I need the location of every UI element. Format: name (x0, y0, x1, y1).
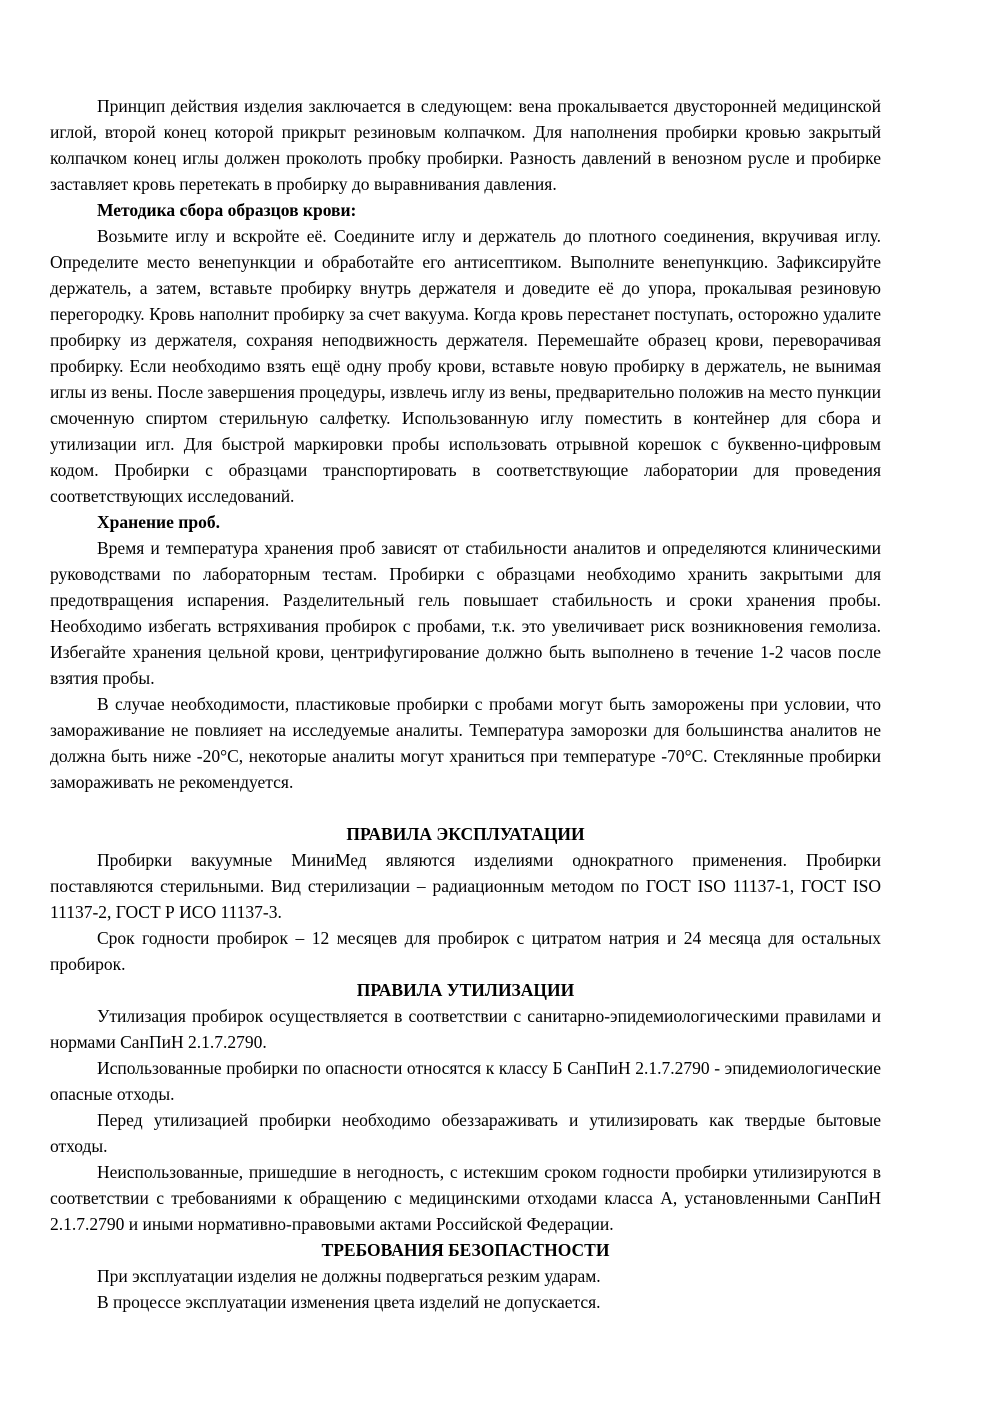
paragraph-single-use-sterilization: Пробирки вакуумные МиниМед являются изделиями однократного применения. Пробирки поставляются стерильными. Вид стерилизации – радиационным методом по ГОСТ ISO 11137-1, ГОСТ ISO 11137-2, ГОСТ Р ИСО 11137-3. (50, 850, 881, 922)
paragraph-hazard-class: Использованные пробирки по опасности относятся к классу Б СанПиН 2.1.7.2790 - эпидемиологические опасные отходы. (50, 1058, 881, 1104)
heading-safety-requirements: ТРЕБОВАНИЯ БЕЗОПАСТНОСТИ (321, 1240, 610, 1260)
paragraph-disposal-sanpin: Утилизация пробирок осуществляется в соответствии с санитарно-эпидемиологическими правилами и нормами СанПиН 2.1.7.2790. (50, 1006, 881, 1052)
paragraph-shelf-life: Срок годности пробирок – 12 месяцев для пробирок с цитратом натрия и 24 месяца для остальных пробирок. (50, 928, 881, 974)
paragraph-unused-disposal: Неиспользованные, пришедшие в негодность, с истекшим сроком годности пробирки утилизируются в соответствии с требованиями к обращению с медицинскими отходами класса А, установленными СанПиН 2.1.7.2790 и иными нормативно-правовыми актами Российской Федерации. (50, 1162, 881, 1234)
paragraph-impact-warning: При эксплуатации изделия не должны подвергаться резким ударам. (97, 1266, 601, 1286)
paragraph-freezing-conditions: В случае необходимости, пластиковые пробирки с пробами могут быть заморожены при условии, что замораживание не повлияет на исследуемые аналиты. Температура заморозки для большинства аналитов не должна быть ниже -20°С, некоторые аналиты могут храниться при температуре -70°С. Стеклянные пробирки замораживать не рекомендуется. (50, 694, 881, 792)
paragraph-operating-principle: Принцип действия изделия заключается в следующем: вена прокалывается двусторонней медицинской иглой, второй конец которой прикрыт резиновым колпачком. Для наполнения пробирки кровью закрытый колпачком конец иглы должен проколоть пробку пробирки. Разность давлений в венозном русле и пробирке заставляет кровь перетекать в пробирку до выравнивания давления. (50, 96, 881, 194)
heading-disposal-rules: ПРАВИЛА УТИЛИЗАЦИИ (356, 980, 575, 1000)
heading-operation-rules: ПРАВИЛА ЭКСПЛУАТАЦИИ (346, 824, 585, 844)
paragraph-disinfection: Перед утилизацией пробирки необходимо обеззараживать и утилизировать как твердые бытовые отходы. (50, 1110, 881, 1156)
heading-sample-storage: Хранение проб. (97, 512, 220, 532)
paragraph-storage-conditions: Время и температура хранения проб зависят от стабильности аналитов и определяются клиническими руководствами по лабораторным тестам. Пробирки с образцами необходимо хранить закрытыми для предотвращения испарения. Разделительный гель повышает стабильность и сроки хранения пробы. Необходимо избегать встряхивания пробирок с пробами, т.к. это увеличивает риск возникновения гемолиза. Избегайте хранения цельной крови, центрифугирование должно быть выполнено в течение 1-2 часов после взятия пробы. (50, 538, 881, 688)
paragraph-color-change: В процессе эксплуатации изменения цвета изделий не допускается. (97, 1292, 601, 1312)
heading-sampling-method: Методика сбора образцов крови: (97, 200, 357, 220)
paragraph-sampling-procedure: Возьмите иглу и вскройте её. Соедините иглу и держатель до плотного соединения, вкручивая иглу. Определите место венепункции и обработайте его антисептиком. Выполните венепункцию. Зафиксируйте держатель, а затем, вставьте пробирку внутрь держателя и доведите её до упора, прокалывая резиновую перегородку. Кровь наполнит пробирку за счет вакуума. Когда кровь перестанет поступать, осторожно удалите пробирку из держателя, сохраняя неподвижность держателя. Перемешайте образец крови, переворачивая пробирку. Если необходимо взять ещё одну пробу крови, вставьте новую пробирку в держатель, не вынимая иглы из вены. После завершения процедуры, извлечь иглу из вены, предварительно положив на место пункции смоченную спиртом стерильную салфетку. Использованную иглу поместить в контейнер для сбора и утилизации игл. Для быстрой маркировки пробы использовать отрывной корешок с буквенно-цифровым кодом. Пробирки с образцами транспортировать в соответствующие лаборатории для проведения соответствующих исследований. (50, 226, 881, 506)
